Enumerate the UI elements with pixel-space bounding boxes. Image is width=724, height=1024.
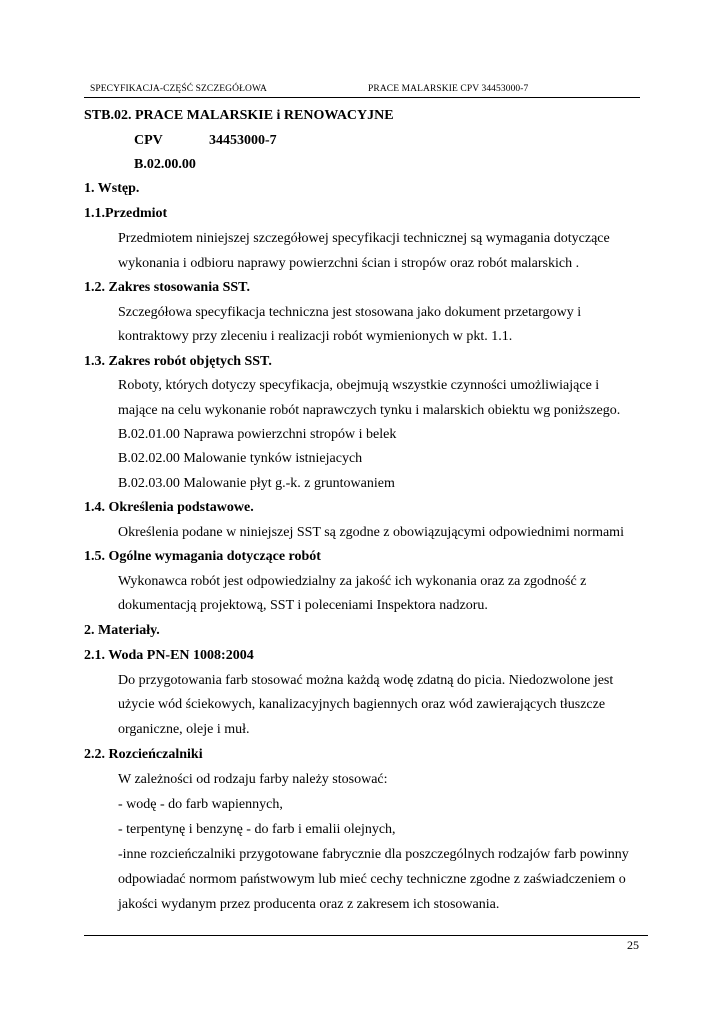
paragraph-line: dokumentacją projektową, SST i poleceniami Inspektora nadzoru. (118, 598, 488, 613)
list-item: -inne rozcieńczalniki przygotowane fabrycznie dla poszczególnych rodzajów farb powinny (118, 847, 629, 862)
paragraph-line: Do przygotowania farb stosować można każdą wodę zdatną do picia. Niedozwolone jest (118, 673, 614, 688)
list-item: B.02.01.00 Naprawa powierzchni stropów i belek (118, 427, 397, 442)
footer-divider (84, 935, 648, 936)
section-heading-1: 1. Wstęp. (84, 181, 140, 196)
list-item: - wodę - do farb wapiennych, (118, 797, 283, 812)
list-item: B.02.03.00 Malowanie płyt g.-k. z gruntowaniem (118, 476, 395, 491)
paragraph-line: organiczne, oleje i muł. (118, 722, 250, 737)
section-heading-1-3: 1.3. Zakres robót objętych SST. (84, 354, 272, 369)
section-heading-1-4: 1.4. Określenia podstawowe. (84, 500, 254, 515)
list-item: B.02.02.00 Malowanie tynków istniejacych (118, 451, 363, 466)
running-header-left: SPECYFIKACJA-CZĘŚĆ SZCZEGÓŁOWA (90, 84, 267, 94)
list-item: - terpentynę i benzynę - do farb i emalii olejnych, (118, 822, 396, 837)
page-number: 25 (627, 938, 639, 952)
document-title: STB.02. PRACE MALARSKIE i RENOWACYJNE (84, 108, 394, 123)
cpv-label: CPV (134, 133, 163, 148)
paragraph-line: mające na celu wykonanie robót naprawczych tynku i malarskich obiektu wg poniższego. (118, 403, 621, 418)
paragraph-line: Roboty, których dotyczy specyfikacja, obejmują wszystkie czynności umożliwiające i (118, 378, 600, 393)
paragraph-line: jakości wydanym przez producenta oraz z zakresem ich stosowania. (118, 897, 500, 912)
header-divider (84, 97, 640, 98)
paragraph-line: Określenia podane w niniejszej SST są zgodne z obowiązującymi odpowiednimi normami (118, 525, 624, 540)
section-heading-2: 2. Materiały. (84, 623, 160, 638)
section-heading-1-1: 1.1.Przedmiot (84, 206, 168, 221)
running-header-right: PRACE MALARSKIE CPV 34453000-7 (368, 84, 529, 94)
paragraph-line: odpowiadać normom państwowym lub mieć cechy techniczne zgodne z zaświadczeniem o (118, 872, 626, 887)
section-heading-1-5: 1.5. Ogólne wymagania dotyczące robót (84, 549, 321, 564)
paragraph-line: wykonania i odbioru naprawy powierzchni ścian i stropów oraz robót malarskich . (118, 256, 580, 271)
section-heading-2-2: 2.2. Rozcieńczalniki (84, 747, 203, 762)
paragraph-line: Wykonawca robót jest odpowiedzialny za jakość ich wykonania oraz za zgodność z (118, 574, 587, 589)
paragraph-line: Przedmiotem niniejszej szczegółowej specyfikacji technicznej są wymagania dotyczące (118, 231, 610, 246)
paragraph-line: W zależności od rodzaju farby należy stosować: (118, 772, 388, 787)
paragraph-line: Szczegółowa specyfikacja techniczna jest stosowana jako dokument przetargowy i (118, 305, 582, 320)
paragraph-line: kontraktowy przy zleceniu i realizacji robót wymienionych w pkt. 1.1. (118, 329, 513, 344)
spec-code: B.02.00.00 (134, 157, 196, 172)
section-heading-1-2: 1.2. Zakres stosowania SST. (84, 280, 250, 295)
cpv-code: 34453000-7 (209, 133, 277, 148)
section-heading-2-1: 2.1. Woda PN-EN 1008:2004 (84, 648, 254, 663)
paragraph-line: użycie wód ściekowych, kanalizacyjnych bagiennych oraz wód zawierających tłuszcze (118, 697, 606, 712)
